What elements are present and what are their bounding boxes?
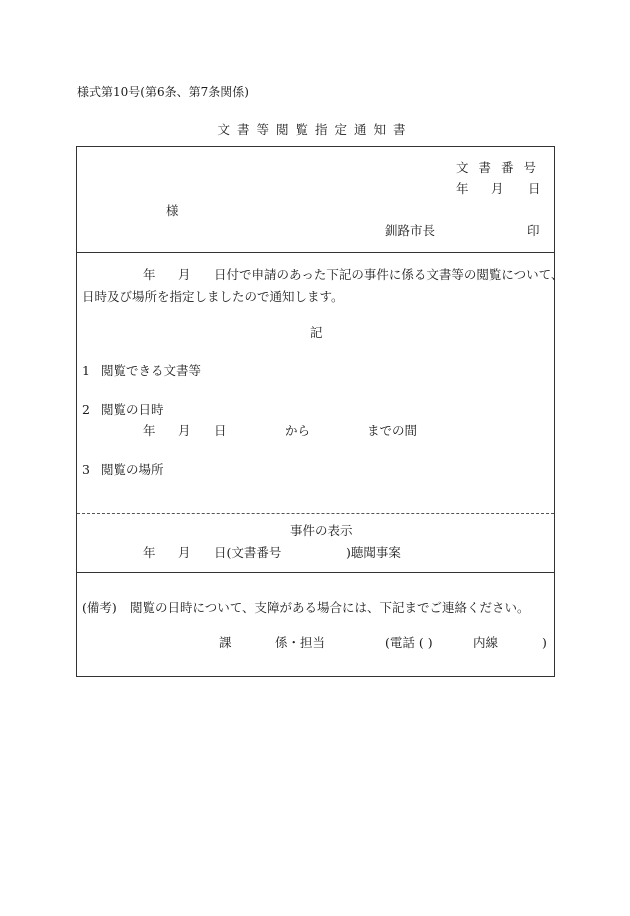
- divider-remarks: [77, 572, 554, 573]
- item-2-from: から: [285, 423, 311, 438]
- divider-case-dashed: [77, 513, 554, 514]
- intro-line-2: 日時及び場所を指定しましたので通知します。: [82, 289, 344, 304]
- contact-section: 課: [219, 635, 232, 650]
- case-month: 月: [178, 545, 191, 560]
- item-3-number: 3: [82, 462, 90, 477]
- case-suffix: )聴聞事案: [346, 545, 401, 560]
- remarks-label: (備考): [82, 600, 117, 615]
- date-month: 月: [491, 181, 504, 196]
- seal-mark: 印: [527, 223, 540, 238]
- intro-line-1: 日付で申請のあった下記の事件に係る文書等の閲覧について、: [214, 267, 564, 282]
- ki-marker: 記: [310, 325, 323, 340]
- case-day-docnum: 日(文書番号: [214, 545, 282, 560]
- contact-extension: 内線: [473, 635, 499, 650]
- date-year: 年: [456, 181, 469, 196]
- item-2-label: 閲覧の日時: [101, 402, 164, 417]
- item-1-label: 閲覧できる文書等: [101, 363, 202, 378]
- date-day: 日: [528, 181, 541, 196]
- form-number: 様式第10号(第6条、第7条関係): [77, 85, 249, 99]
- intro-year: 年: [143, 267, 156, 282]
- contact-staff: 係・担当: [275, 635, 326, 650]
- divider-header: [77, 252, 554, 253]
- case-year: 年: [143, 545, 156, 560]
- item-2-until: までの間: [367, 423, 418, 438]
- item-2-number: 2: [82, 402, 90, 417]
- item-3-label: 閲覧の場所: [101, 462, 164, 477]
- contact-phone: (電話 ( ): [385, 635, 433, 650]
- intro-month: 月: [178, 267, 191, 282]
- item-2-month: 月: [178, 423, 191, 438]
- case-heading: 事件の表示: [290, 523, 353, 538]
- contact-close-paren: ): [542, 635, 547, 650]
- item-1-number: 1: [82, 363, 90, 378]
- item-2-year: 年: [143, 423, 156, 438]
- addressee-suffix: 様: [166, 203, 179, 218]
- item-2-day: 日: [214, 423, 227, 438]
- doc-number-label: 文書番号: [456, 160, 547, 175]
- document-title: 文書等閲覧指定通知書: [217, 122, 413, 137]
- remarks-text: 閲覧の日時について、支障がある場合には、下記までご連絡ください。: [130, 600, 530, 615]
- sender: 釧路市長: [385, 223, 436, 238]
